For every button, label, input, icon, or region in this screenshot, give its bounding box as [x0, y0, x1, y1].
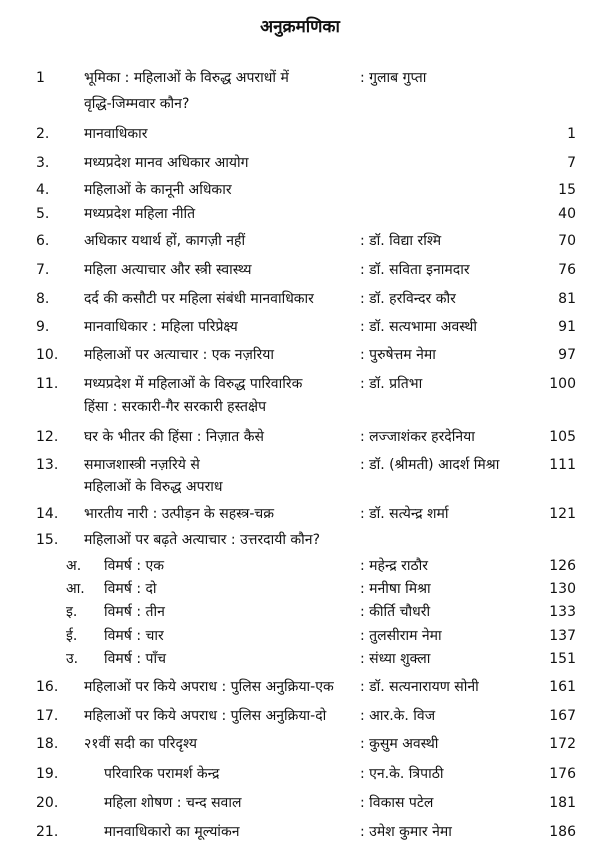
entry-title: महिलाओं पर अत्याचार : एक नज़रिया [84, 347, 274, 363]
entry-number: 12. [36, 429, 59, 445]
entry-author: : डॉ. प्रतिभा [360, 376, 423, 392]
entry-page: 81 [558, 291, 576, 307]
subentry-title: विमर्ष : दो [104, 581, 157, 597]
entry-title: मानवाधिकार : महिला परिप्रेक्ष्य [84, 319, 238, 335]
entry-title: भूमिका : महिलाओं के विरुद्ध अपराधों में [84, 70, 289, 86]
entry-number: 17. [36, 708, 59, 724]
entry-page: 130 [549, 581, 576, 597]
entry-title: घर के भीतर की हिंसा : निज़ात कैसे [84, 429, 264, 445]
entry-number: 21. [36, 824, 59, 840]
entry-author: : लज्जाशंकर हरदेनिया [360, 429, 475, 445]
entry-title: समाजशास्त्री नज़रिये से [84, 457, 200, 473]
entry-number: 6. [36, 233, 50, 249]
entry-number: 2. [36, 126, 50, 142]
entry-title: भारतीय नारी : उत्पीड़न के सहस्त्र-चक्र [84, 506, 275, 522]
subentry-title: विमर्ष : चार [104, 628, 164, 644]
entry-number: 14. [36, 506, 59, 522]
entry-title: मानवाधिकार [84, 126, 148, 142]
subentry-letter: इ. [66, 604, 78, 620]
entry-title: मानवाधिकारो का मूल्यांकन [104, 824, 240, 840]
entry-title: महिलाओं के कानूनी अधिकार [84, 182, 232, 198]
entry-number: 10. [36, 347, 59, 363]
entry-page: 167 [549, 708, 576, 724]
entry-title: मध्यप्रदेश महिला नीति [84, 206, 196, 222]
entry-title: परिवारिक परामर्श केन्द्र [104, 766, 220, 782]
entry-title: २१वीं सदी का परिदृश्य [84, 736, 198, 752]
entry-title-line2: वृद्धि-जिम्मवार कौन? [84, 96, 190, 112]
entry-author: : एन.के. त्रिपाठी [360, 766, 444, 782]
entry-page: 151 [549, 651, 576, 667]
entry-title: महिलाओं पर बढ़ते अत्याचार : उत्तरदायी कौन? [84, 532, 321, 548]
entry-author: : कुसुम अवस्थी [360, 736, 439, 752]
entry-author: : संध्या शुक्ला [360, 651, 431, 667]
entry-page: 161 [549, 679, 576, 695]
entry-number: 13. [36, 457, 59, 473]
entry-author: : डॉ. सत्येन्द्र शर्मा [360, 506, 449, 522]
entry-title: महिला शोषण : चन्द सवाल [104, 795, 242, 811]
entry-author: : डॉ. सत्यनारायण सोनी [360, 679, 479, 695]
entry-page: 97 [558, 347, 576, 363]
entry-author: : आर.के. विज [360, 708, 436, 724]
entry-page: 91 [558, 319, 576, 335]
entry-page: 7 [567, 155, 576, 171]
entry-author: : उमेश कुमार नेमा [360, 824, 452, 840]
entry-page: 172 [549, 736, 576, 752]
entry-number: 4. [36, 182, 50, 198]
subentry-letter: उ. [66, 651, 79, 667]
entry-author: : मनीषा मिश्रा [360, 581, 431, 597]
entry-author: : कीर्ति चौधरी [360, 604, 431, 620]
subentry-title: विमर्ष : पाँच [104, 651, 166, 667]
entry-page: 70 [558, 233, 576, 249]
entry-title: महिला अत्याचार और स्त्री स्वास्थ्य [84, 262, 252, 278]
entry-number: 9. [36, 319, 50, 335]
entry-author: : महेन्द्र राठौर [360, 558, 429, 574]
entry-author: : डॉ. विद्या रश्मि [360, 233, 442, 249]
page-title: अनुक्रमणिका [260, 17, 340, 37]
entry-page: 186 [549, 824, 576, 840]
entry-number: 20. [36, 795, 59, 811]
entry-number: 11. [36, 376, 59, 392]
entry-title: महिलाओं पर किये अपराध : पुलिस अनुक्रिया-दो [84, 708, 327, 724]
subentry-letter: अ. [66, 558, 82, 574]
entry-page: 133 [549, 604, 576, 620]
entry-number: 16. [36, 679, 59, 695]
entry-author: : डॉ. (श्रीमती) आदर्श मिश्रा [360, 457, 500, 473]
entry-title: मध्यप्रदेश में महिलाओं के विरुद्ध पारिवारिक [84, 376, 303, 392]
entry-page: 1 [567, 126, 576, 142]
entry-page: 176 [549, 766, 576, 782]
entry-number: 1 [36, 70, 45, 86]
entry-page: 121 [549, 506, 576, 522]
subentry-title: विमर्ष : तीन [104, 604, 165, 620]
entry-page: 100 [549, 376, 576, 392]
subentry-letter: ई. [66, 628, 78, 644]
entry-page: 76 [558, 262, 576, 278]
entry-title-line2: महिलाओं के विरुद्ध अपराध [84, 479, 223, 495]
entry-author: : डॉ. सविता इनामदार [360, 262, 470, 278]
entry-author: : पुरुषेत्तम नेमा [360, 347, 436, 363]
entry-number: 7. [36, 262, 50, 278]
entry-page: 111 [549, 457, 576, 473]
subentry-letter: आ. [66, 581, 85, 597]
entry-page: 126 [549, 558, 576, 574]
entry-title: मध्यप्रदेश मानव अधिकार आयोग [84, 155, 249, 171]
subentry-title: विमर्ष : एक [104, 558, 164, 574]
entry-page: 40 [558, 206, 576, 222]
entry-page: 137 [549, 628, 576, 644]
entry-page: 105 [549, 429, 576, 445]
entry-author: : डॉ. हरविन्दर कौर [360, 291, 456, 307]
entry-page: 15 [558, 182, 576, 198]
entry-number: 19. [36, 766, 59, 782]
entry-page: 181 [549, 795, 576, 811]
entry-title: अधिकार यथार्थ हों, कागज़ी नहीं [84, 233, 246, 249]
entry-author: : गुलाब गुप्ता [360, 70, 427, 86]
entry-number: 5. [36, 206, 50, 222]
entry-author: : डॉ. सत्यभामा अवस्थी [360, 319, 477, 335]
entry-title: महिलाओं पर किये अपराध : पुलिस अनुक्रिया-एक [84, 679, 334, 695]
entry-number: 15. [36, 532, 59, 548]
entry-number: 8. [36, 291, 50, 307]
entry-title-line2: हिंसा : सरकारी-गैर सरकारी हस्तक्षेप [84, 399, 267, 415]
entry-number: 18. [36, 736, 59, 752]
entry-title: दर्द की कसौटी पर महिला संबंधी मानवाधिकार [84, 291, 314, 307]
entry-author: : विकास पटेल [360, 795, 434, 811]
entry-author: : तुलसीराम नेमा [360, 628, 442, 644]
entry-number: 3. [36, 155, 50, 171]
